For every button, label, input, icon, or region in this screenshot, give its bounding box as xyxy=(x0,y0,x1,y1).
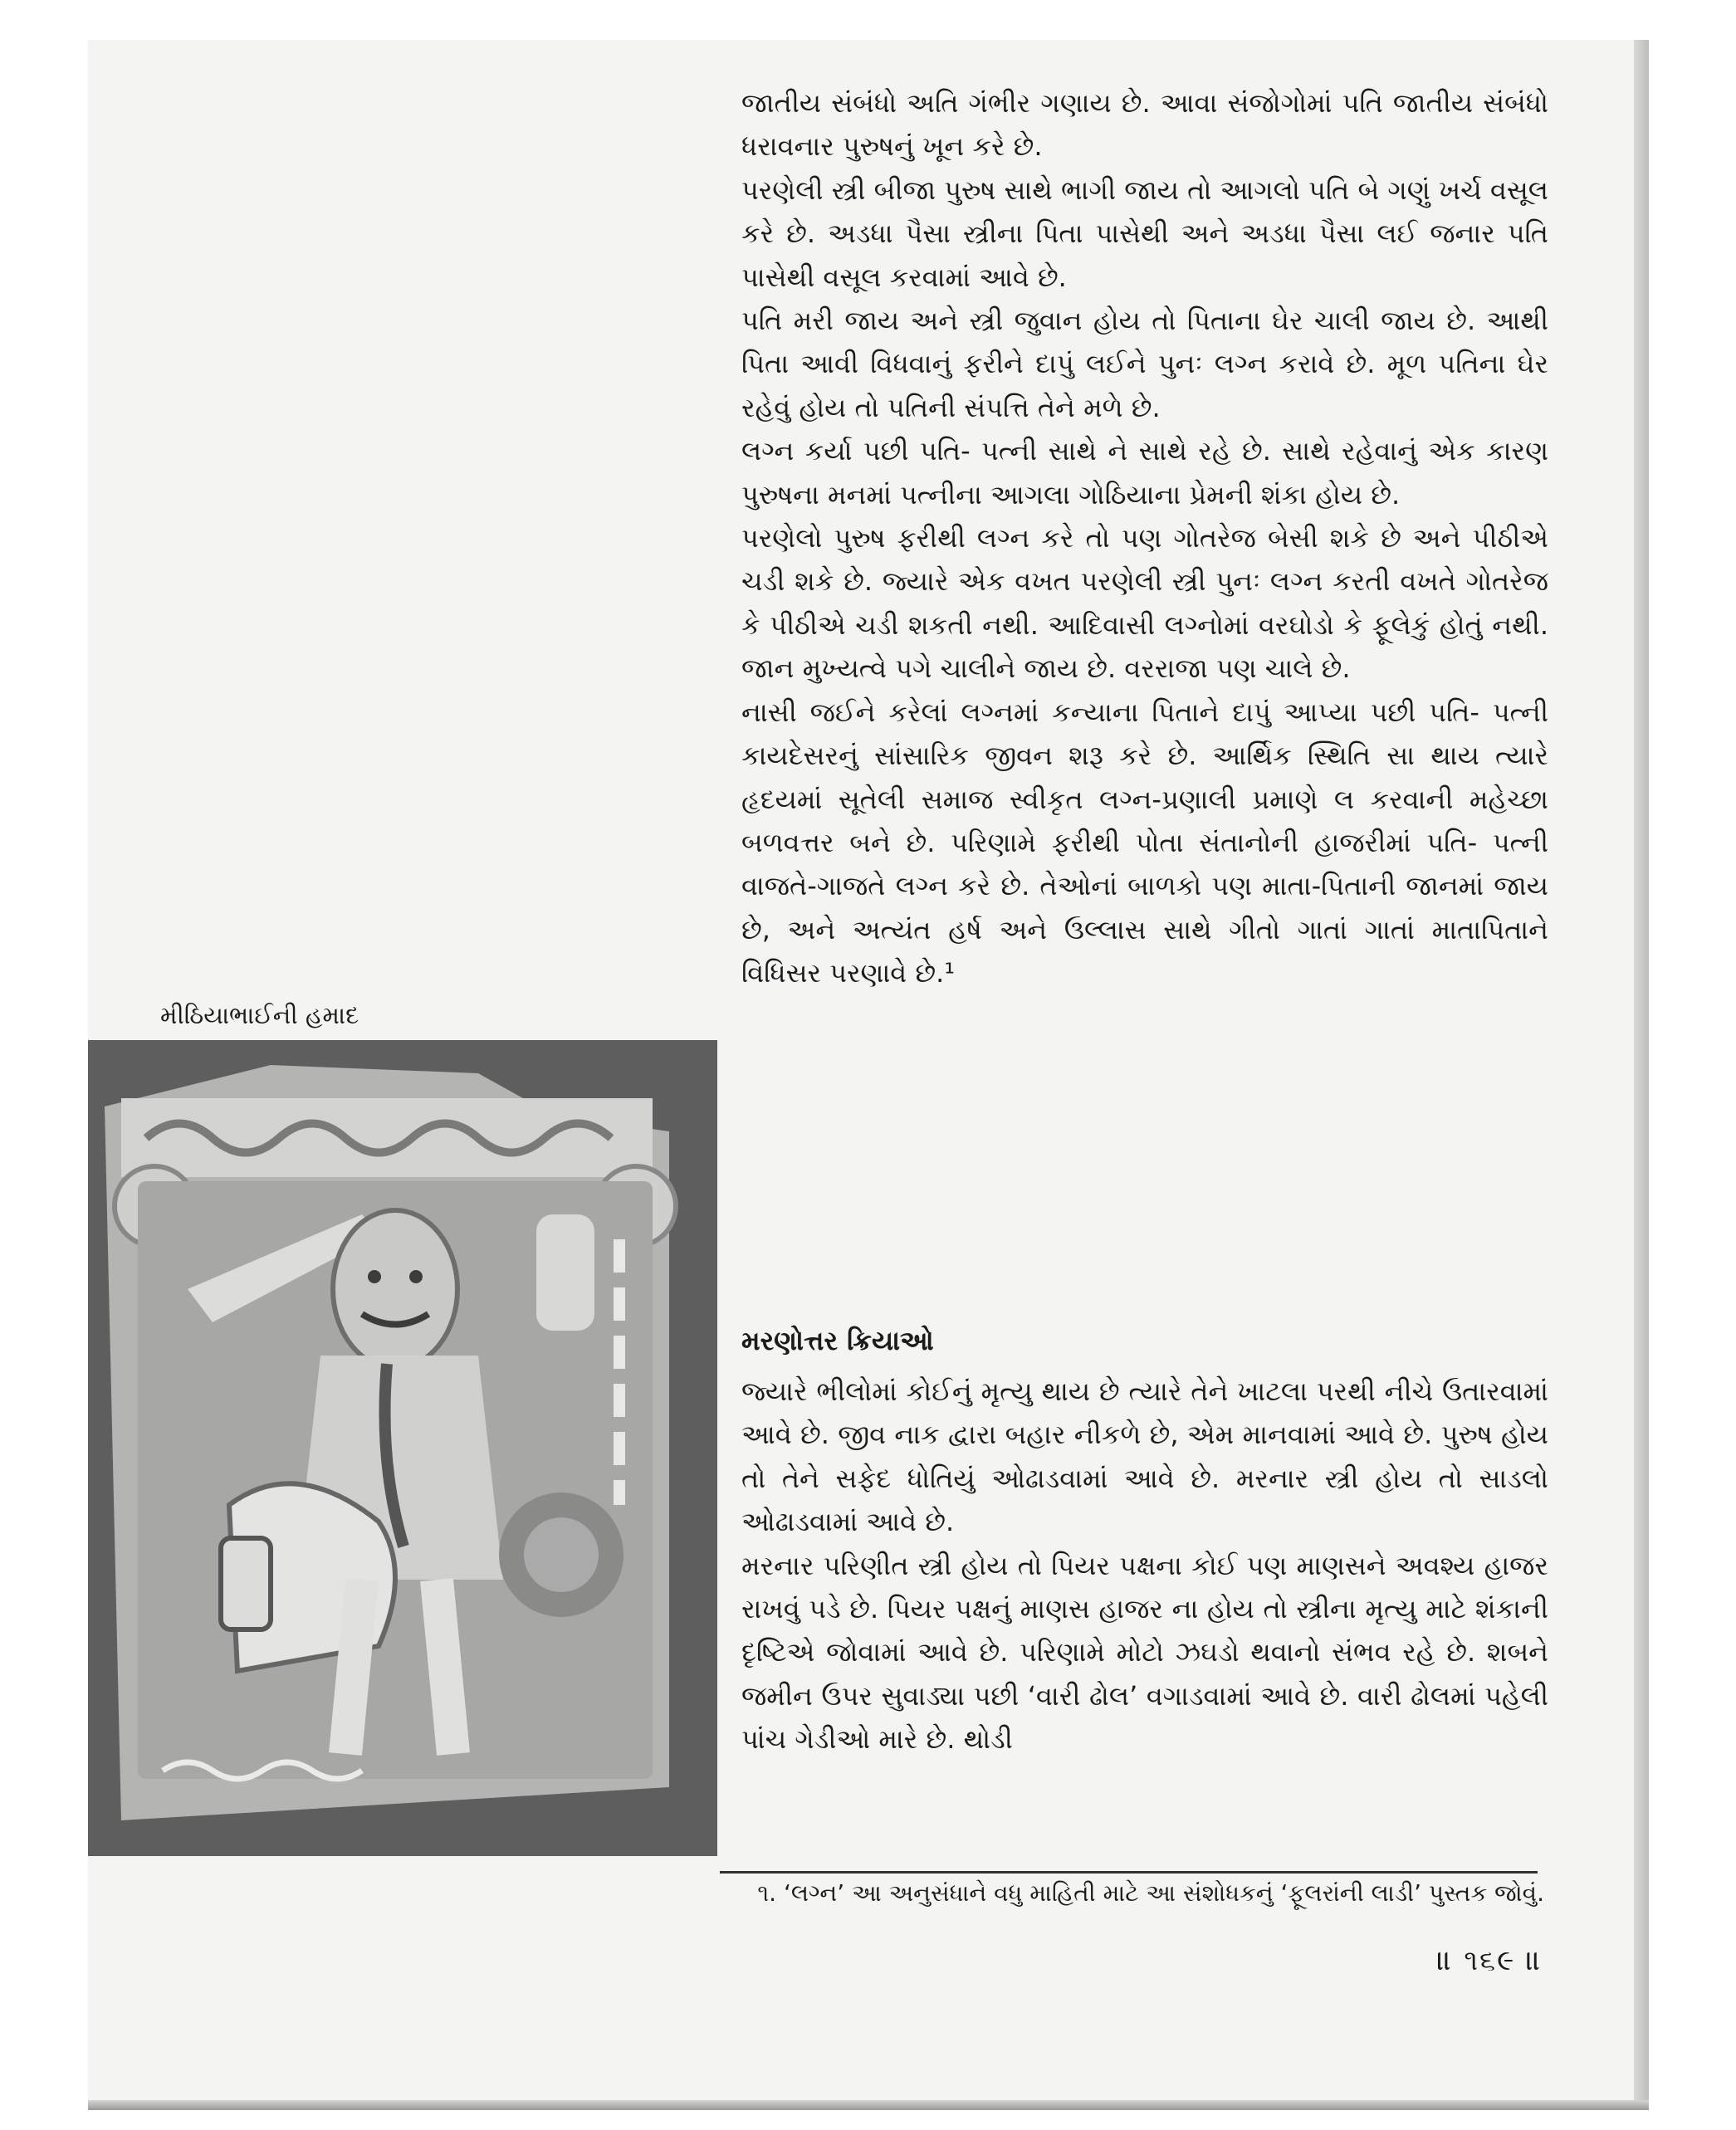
section-heading: મરણોત્તર ક્રિયાઓ xyxy=(741,1325,934,1356)
paragraph-5: પરણેલો પુરુષ ફરીથી લગ્ન કરે તો પણ ગોતરેજ બેસી શકે છે અને પીઠીએ ચડી શકે છે. જ્યારે એક વખત પરણેલી સ્ત્રી પુનઃ લગ્ન કરતી વખતે ગોતરેજ કે પીઠીએ ચડી શકતી નથી. આદિવાસી લગ્નોમાં વરઘોડો કે ફૂલેકું હોતું નથી. જાન મુખ્યત્વે પગે ચાલીને જાય છે. વરરાજા પણ ચાલે છે. xyxy=(741,522,1548,685)
page-shadow xyxy=(88,2100,1649,2110)
body-text-bottom xyxy=(741,1370,1548,1761)
footnote: ૧. ‘લગ્ન’ આ અનુસંધાને વધુ માહિતી માટે આ સંશોધકનું ‘ફૂલરાંની લાડી’ પુસ્તક જોવું. xyxy=(757,1879,1544,1907)
paragraph-4: લગ્ન કર્યા પછી પતિ- પત્ની સાથે ને સાથે રહે છે. સાથે રહેવાનું એક કારણ પુરુષના મનમાં પત્નીના આગલા ગોઠિયાના પ્રેમની શંકા હોય છે. xyxy=(741,435,1548,511)
paragraph-6: નાસી જઈને કરેલાં લગ્નમાં કન્યાના પિતાને દાપું આપ્યા પછી પતિ- પત્ની કાયદેસરનું સાંસારિક જીવન શરૂ કરે છે. આર્થિક સ્થિતિ સા થાય ત્યારે હૃદયમાં સૂતેલી સમાજ સ્વીકૃત લગ્ન-પ્રણાલી પ્રમાણે લ કરવાની મહેચ્છા બળવત્તર બને છે. પરિણામે ફરીથી પોતા સંતાનોની હાજરીમાં પતિ- પત્ની વાજતે-ગાજતે લગ્ન કરે છે. તેઓનાં બાળકો પણ માતા-પિતાની જાનમાં જાય છે, અને અત્યંત હર્ષ અને ઉલ્લાસ સાથે ગીતો ગાતાં ગાતાં માતાપિતાને વિધિસર પરણાવે છે.¹ xyxy=(741,696,1548,989)
page-number: ॥ ૧૬૯ ॥ xyxy=(1436,1944,1543,1977)
paragraph-7: જ્યારે ભીલોમાં કોઈનું મૃત્યુ થાય છે ત્યારે તેને ખાટલા પરથી નીચે ઉતારવામાં આવે છે. જીવ નાક દ્વારા બહાર નીકળે છે, એમ માનવામાં આવે છે. પુરુષ હોય તો તેને સફેદ ધોતિયું ઓઢાડવામાં આવે છે. મરનાર સ્ત્રી હોય તો સાડલો ઓઢાડવામાં આવે છે. xyxy=(741,1375,1548,1538)
paragraph-2: પરણેલી સ્ત્રી બીજા પુરુષ સાથે ભાગી જાય તો આગલો પતિ બે ગણું ખર્ચ વસૂલ કરે છે. અડધા પૈસા સ્ત્રીના પિતા પાસેથી અને અડધા પૈસા લઈ જનાર પતિ પાસેથી વસૂલ કરવામાં આવે છે. xyxy=(741,173,1548,293)
page-edge xyxy=(1634,40,1649,2108)
paragraph-8: મરનાર પરિણીત સ્ત્રી હોય તો પિયર પક્ષના કોઈ પણ માણસને અવશ્ય હાજર રાખવું પડે છે. પિયર પક્ષનું માણસ હાજર ના હોય તો સ્ત્રીના મૃત્યુ માટે શંકાની દૃષ્ટિએ જોવામાં આવે છે. પરિણામે મોટો ઝઘડો થવાનો સંભવ રહે છે. શબને જમીન ઉપર સુવાડ્યા પછી ‘વારી ઢોલ’ વગાડવામાં આવે છે. વારી ઢોલમાં પહેલી પાંચ ગેડીઓ મારે છે. થોડી xyxy=(741,1549,1548,1756)
paragraph-3: પતિ મરી જાય અને સ્ત્રી જુવાન હોય તો પિતાના ઘેર ચાલી જાય છે. આથી પિતા આવી વિધવાનું ફરીને દાપું લઈને પુનઃ લગ્ન કરાવે છે. મૂળ પતિના ઘેર રહેવું હોય તો પતિની સંપત્તિ તેને મળે છે. xyxy=(741,305,1548,423)
figure-caption: મીઠિયાભાઈની હમાદ xyxy=(160,1001,359,1029)
photo-illustration xyxy=(88,1040,717,1856)
carved-memorial-stone-photo xyxy=(88,1040,717,1856)
paragraph-1: જાતીય સંબંધો અતિ ગંભીર ગણાય છે. આવા સંજોગોમાં પતિ જાતીય સંબંધો ધરાવનાર પુરુષનું ખૂન કરે છે. xyxy=(741,87,1548,163)
footnote-divider xyxy=(720,1871,1538,1874)
body-text-top xyxy=(741,81,1548,995)
